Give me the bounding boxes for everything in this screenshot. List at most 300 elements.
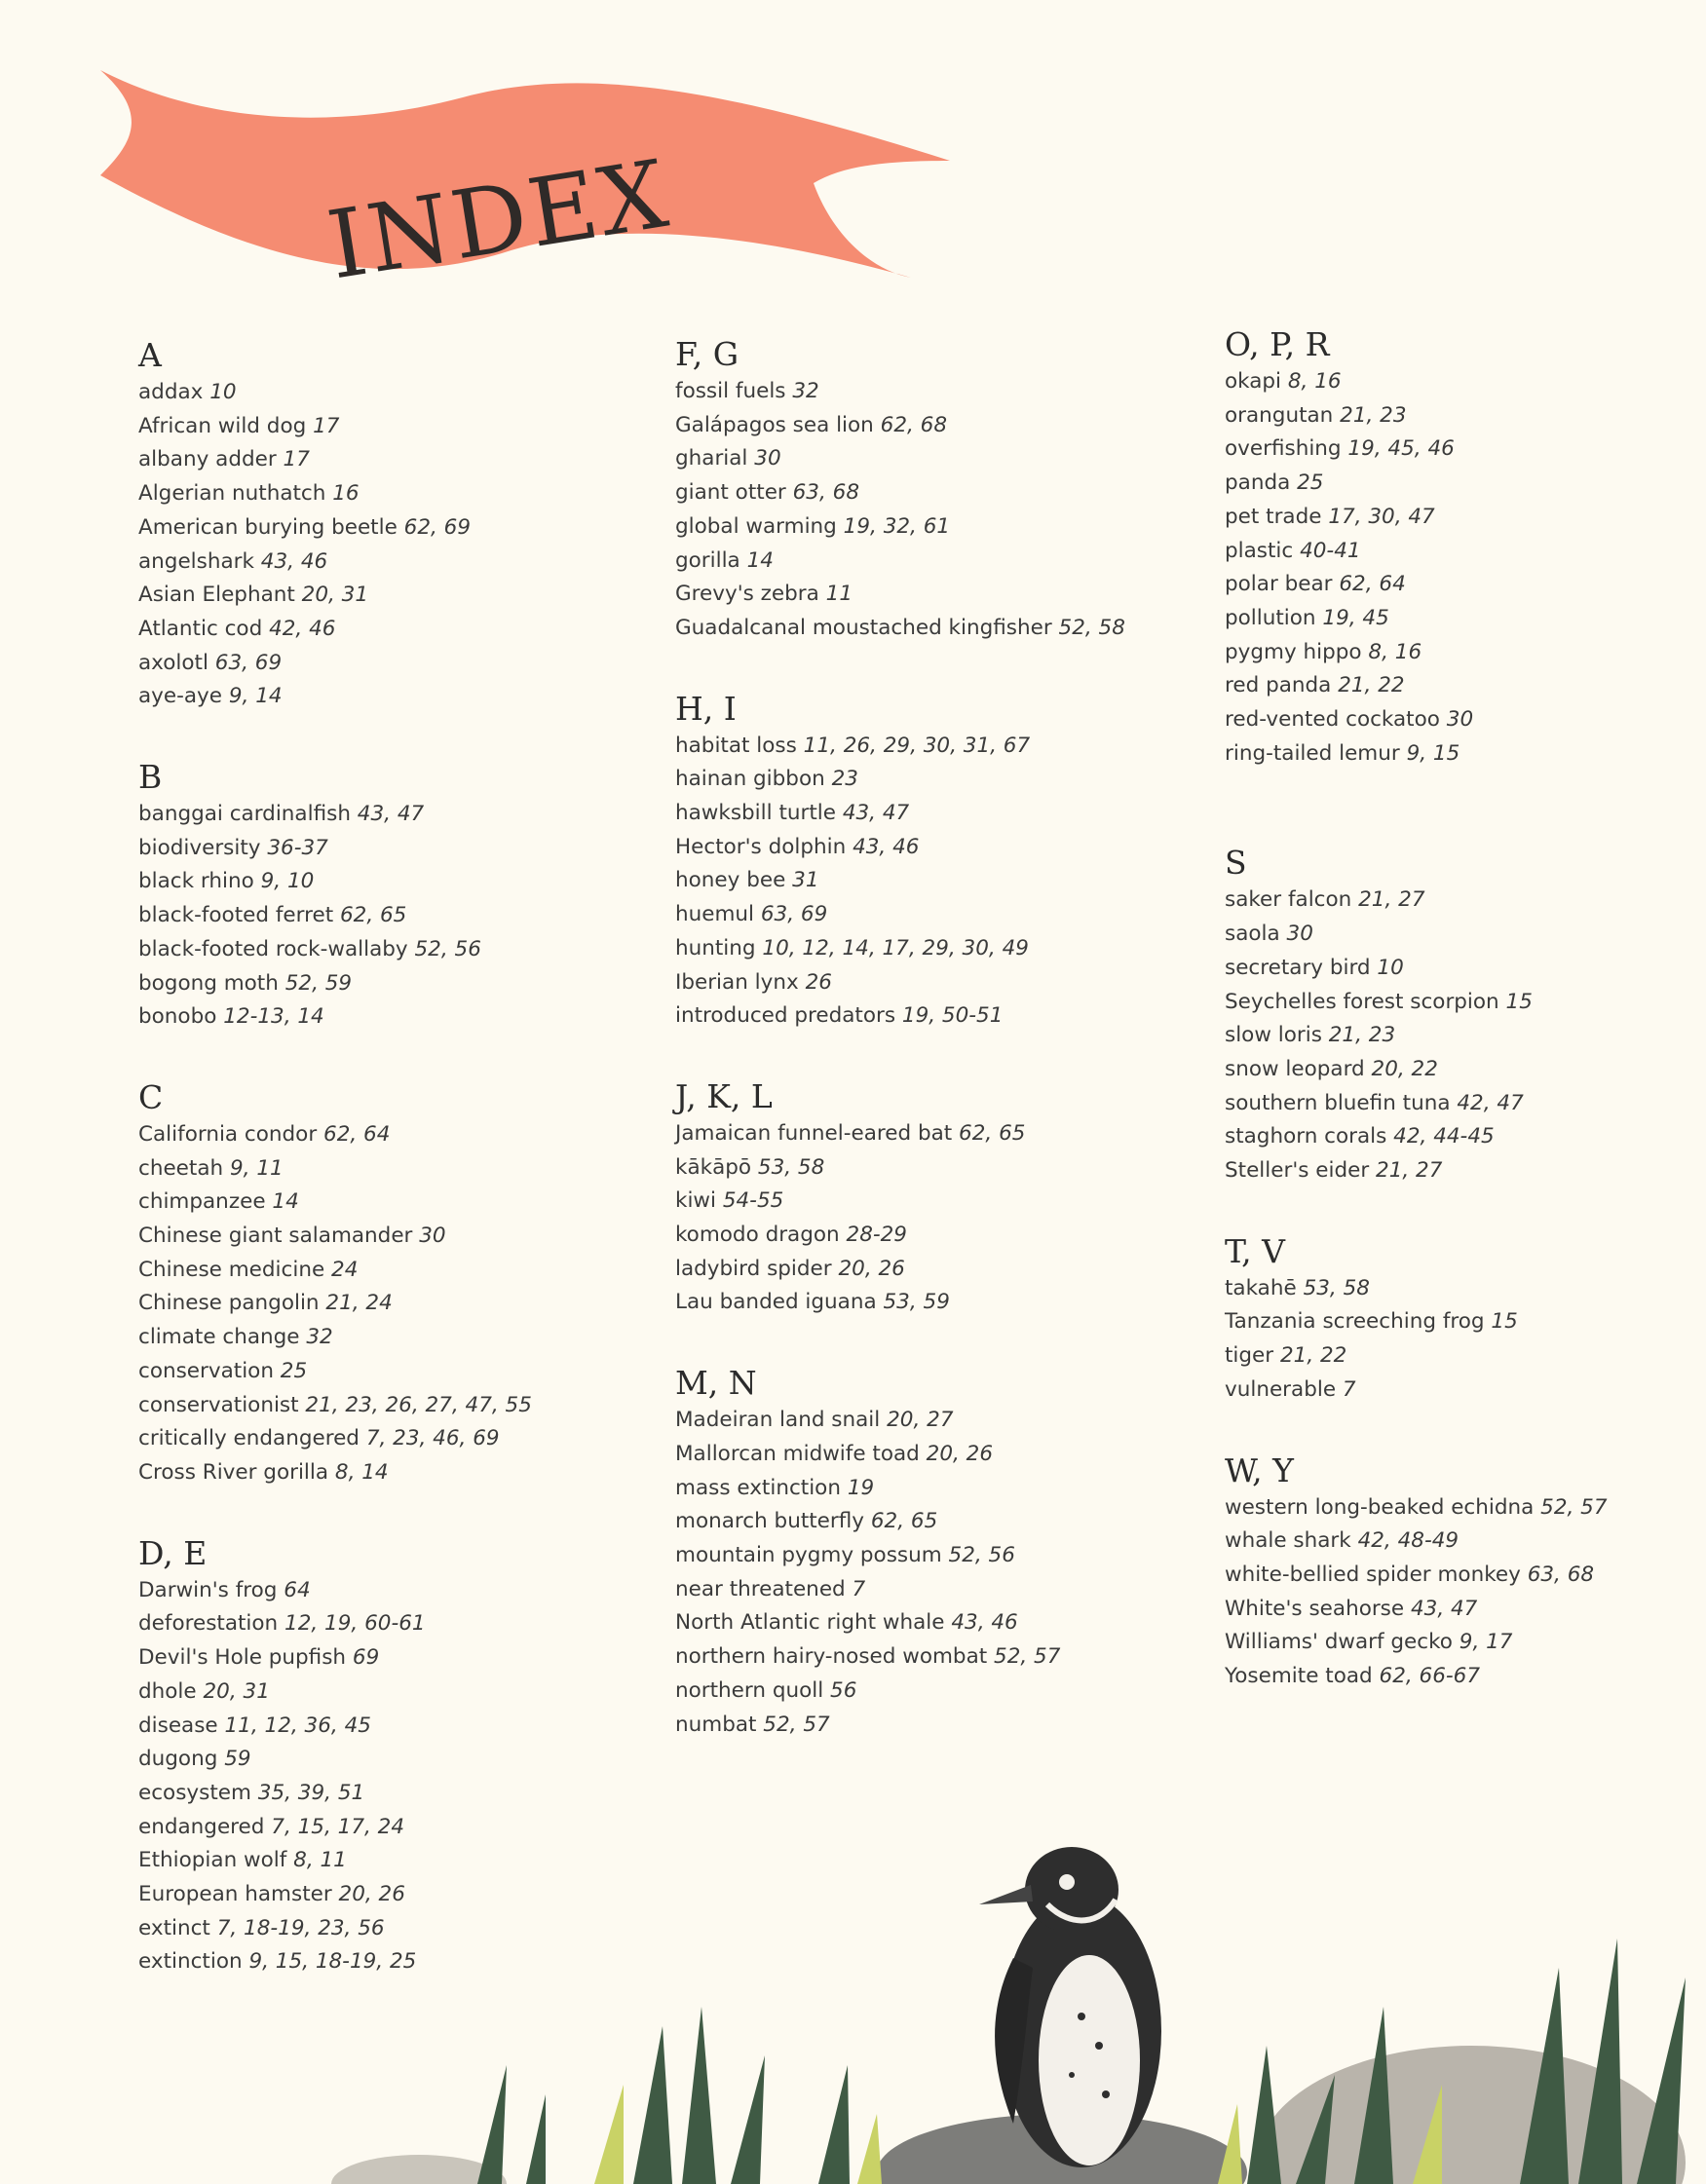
index-entry <box>675 612 1201 646</box>
entry-term: Hector's dolphin <box>675 834 847 859</box>
section-letter: O, P, R <box>1225 325 1330 363</box>
index-entry <box>1225 669 1706 703</box>
index-entry <box>138 798 664 832</box>
entry-pages: 19, 50-51 <box>901 1003 1004 1029</box>
index-section <box>138 335 664 714</box>
entry-pages: 43, 46 <box>951 1610 1018 1636</box>
entry-pages: 59 <box>224 1747 251 1772</box>
entry-term: ladybird spider <box>675 1256 832 1281</box>
entry-term: Chinese medicine <box>138 1257 325 1282</box>
entry-term: hainan gibbon <box>675 767 825 792</box>
index-column-3 <box>1225 324 1706 1737</box>
entry-pages: 42, 46 <box>269 616 336 641</box>
entry-pages: 21, 22 <box>1338 673 1405 698</box>
entry-term: Asian Elephant <box>138 583 295 608</box>
entry-term: California condor <box>138 1121 318 1147</box>
section-letter: C <box>138 1077 164 1116</box>
index-entry <box>675 898 1201 932</box>
entry-term: bonobo <box>138 1004 217 1030</box>
index-entry <box>138 1710 664 1744</box>
entry-term: introduced predators <box>675 1003 896 1029</box>
entry-term: extinction <box>138 1949 243 1975</box>
index-entry <box>1225 918 1706 952</box>
entry-pages: 30 <box>1446 707 1474 733</box>
entry-pages: 20, 26 <box>838 1256 905 1281</box>
index-entry <box>1225 1272 1706 1306</box>
entry-term: Cross River gorilla <box>138 1459 329 1485</box>
index-entry <box>138 1777 664 1811</box>
entry-term: ecosystem <box>138 1780 251 1805</box>
entry-term: near threatened <box>675 1576 846 1601</box>
entry-pages: 69 <box>352 1645 380 1671</box>
entry-pages: 21, 23 <box>1340 402 1407 428</box>
entry-term: staghorn corals <box>1225 1124 1387 1149</box>
entry-term: kākāpō <box>675 1154 752 1180</box>
index-entry <box>675 797 1201 831</box>
entry-pages: 17 <box>313 413 340 438</box>
entry-pages: 20, 26 <box>338 1882 405 1907</box>
entry-term: cheetah <box>138 1155 224 1181</box>
entry-term: huemul <box>675 902 755 927</box>
entry-term: Chinese giant salamander <box>138 1224 413 1249</box>
entry-pages: 9, 14 <box>228 684 283 709</box>
index-entry-list <box>675 1404 1201 1742</box>
index-entry <box>138 579 664 613</box>
entry-pages: 19, 45, 46 <box>1347 436 1455 462</box>
section-letter: S <box>1225 844 1247 883</box>
index-entry <box>1225 399 1706 433</box>
index-entry <box>1225 602 1706 636</box>
index-entry <box>138 1389 664 1423</box>
entry-pages: 9, 17 <box>1459 1630 1513 1655</box>
entry-term: Iberian lynx <box>675 969 799 995</box>
index-entry <box>675 1539 1201 1573</box>
entry-pages: 20, 31 <box>203 1678 270 1704</box>
entry-term: orangutan <box>1225 402 1334 428</box>
entry-term: White's seahorse <box>1225 1596 1405 1621</box>
entry-pages: 21, 22 <box>1279 1343 1347 1369</box>
index-section <box>675 689 1201 1034</box>
entry-term: American burying beetle <box>138 514 398 540</box>
entry-term: Atlantic cod <box>138 616 263 641</box>
index-entry <box>138 1186 664 1220</box>
index-entry <box>138 410 664 444</box>
index-entry <box>1225 1593 1706 1627</box>
entry-term: takahē <box>1225 1275 1297 1300</box>
entry-pages: 52, 57 <box>994 1644 1061 1670</box>
entry-pages: 62, 66-67 <box>1379 1664 1481 1689</box>
entry-pages: 30 <box>754 446 781 471</box>
index-section <box>1225 843 1706 1187</box>
index-column-2 <box>675 334 1201 1785</box>
index-entry <box>138 1607 664 1641</box>
index-entry <box>675 510 1201 545</box>
entry-pages: 53, 58 <box>757 1154 825 1180</box>
section-letter: D, E <box>138 1533 208 1572</box>
entry-pages: 9, 11 <box>229 1155 284 1181</box>
entry-term: Tanzania screeching frog <box>1225 1309 1485 1335</box>
index-entry <box>675 1286 1201 1320</box>
section-letter: H, I <box>675 689 737 728</box>
index-section <box>138 1077 664 1490</box>
index-entry <box>675 1185 1201 1219</box>
entry-term: Algerian nuthatch <box>138 481 326 507</box>
entry-pages: 15 <box>1505 989 1533 1014</box>
entry-term: tiger <box>1225 1343 1274 1369</box>
index-entry <box>1225 1374 1706 1408</box>
entry-term: monarch butterfly <box>675 1509 865 1534</box>
entry-pages: 19 <box>847 1475 875 1500</box>
entry-pages: 12, 19, 60-61 <box>284 1611 426 1637</box>
entry-pages: 56 <box>830 1677 857 1703</box>
index-entry <box>1225 1154 1706 1188</box>
entry-pages: 8, 14 <box>334 1459 389 1485</box>
illustration-scene <box>0 1831 1706 2184</box>
entry-pages: 64 <box>284 1577 311 1602</box>
section-letter: B <box>138 758 163 797</box>
entry-pages: 62, 69 <box>403 514 472 540</box>
entry-term: aye-aye <box>138 684 223 709</box>
entry-term: Darwin's frog <box>138 1577 278 1602</box>
entry-term: panda <box>1225 471 1291 496</box>
entry-pages: 14 <box>272 1189 299 1215</box>
entry-term: northern quoll <box>675 1677 824 1703</box>
entry-pages: 52, 59 <box>284 970 353 996</box>
entry-pages: 63, 69 <box>214 650 283 675</box>
entry-pages: 10 <box>1377 955 1404 980</box>
entry-pages: 12-13, 14 <box>223 1004 324 1030</box>
entry-pages: 63, 68 <box>1527 1562 1595 1587</box>
entry-pages: 7, 15, 17, 24 <box>271 1814 405 1839</box>
index-entry <box>138 1743 664 1777</box>
entry-term: red panda <box>1225 673 1332 698</box>
entry-term: African wild dog <box>138 413 307 438</box>
index-entry <box>138 1641 664 1676</box>
entry-term: secretary bird <box>1225 955 1371 980</box>
entry-pages: 7, 18-19, 23, 56 <box>216 1915 385 1940</box>
entry-pages: 10 <box>209 380 237 404</box>
entry-pages: 23 <box>831 767 858 792</box>
entry-pages: 15 <box>1491 1309 1518 1335</box>
entry-term: hunting <box>675 935 756 960</box>
entry-term: Seychelles forest scorpion <box>1225 989 1499 1014</box>
index-entry-list <box>675 730 1201 1034</box>
entry-pages: 62, 64 <box>323 1121 391 1147</box>
entry-pages: 62, 65 <box>959 1120 1026 1146</box>
index-entry-list <box>1225 365 1706 771</box>
index-entry <box>675 1117 1201 1151</box>
entry-pages: 21, 24 <box>325 1291 393 1316</box>
entry-pages: 52, 56 <box>414 936 481 961</box>
index-entry <box>675 864 1201 898</box>
entry-term: banggai cardinalfish <box>138 802 351 827</box>
entry-term: ring-tailed lemur <box>1225 740 1400 766</box>
entry-pages: 42, 47 <box>1457 1090 1524 1115</box>
index-entry <box>138 1000 664 1035</box>
index-entry <box>675 966 1201 1000</box>
entry-pages: 9, 15, 18-19, 25 <box>248 1949 417 1975</box>
index-entry <box>675 1219 1201 1253</box>
entry-term: red-vented cockatoo <box>1225 707 1440 733</box>
entry-term: Madeiran land snail <box>675 1408 881 1433</box>
index-column-1 <box>138 335 664 2022</box>
index-entry <box>138 933 664 967</box>
index-entry <box>138 511 664 546</box>
index-entry <box>675 763 1201 797</box>
index-section <box>138 757 664 1035</box>
entry-pages: 8, 16 <box>1368 639 1422 664</box>
entry-term: numbat <box>675 1712 757 1737</box>
entry-pages: 42, 44-45 <box>1393 1124 1495 1149</box>
entry-term: saola <box>1225 922 1280 947</box>
entry-term: whale shark <box>1225 1528 1351 1554</box>
entry-term: addax <box>138 380 204 404</box>
index-entry <box>138 376 664 410</box>
index-entry <box>138 832 664 866</box>
index-entry-list <box>138 798 664 1035</box>
index-entry <box>675 1675 1201 1709</box>
index-entry <box>675 1472 1201 1506</box>
entry-pages: 52, 58 <box>1058 615 1125 640</box>
index-entry <box>675 1505 1201 1539</box>
index-entry <box>1225 535 1706 569</box>
entry-pages: 20, 26 <box>926 1441 994 1466</box>
entry-pages: 17 <box>283 447 310 472</box>
entry-term: global warming <box>675 513 837 539</box>
index-entry <box>1225 467 1706 501</box>
entry-term: giant otter <box>675 480 786 506</box>
entry-pages: 14 <box>746 547 774 573</box>
index-entry-list <box>138 376 664 714</box>
entry-pages: 62, 65 <box>339 903 407 928</box>
entry-pages: 21, 23, 26, 27, 47, 55 <box>305 1392 532 1417</box>
index-entry <box>1225 365 1706 399</box>
index-entry-list <box>1225 1272 1706 1408</box>
index-entry <box>1225 636 1706 670</box>
index-section <box>675 334 1201 646</box>
entry-term: snow leopard <box>1225 1056 1365 1081</box>
entry-pages: 28-29 <box>846 1223 907 1248</box>
index-entry <box>675 442 1201 476</box>
index-entry <box>675 375 1201 409</box>
entry-term: polar bear <box>1225 572 1333 597</box>
section-letter: J, K, L <box>675 1076 773 1115</box>
index-entry-list <box>138 1118 664 1490</box>
entry-term: honey bee <box>675 868 786 893</box>
index-entry <box>1225 1525 1706 1559</box>
index-entry <box>138 1321 664 1355</box>
entry-pages: 62, 68 <box>880 412 948 437</box>
index-entry <box>1225 568 1706 602</box>
entry-pages: 11, 12, 36, 45 <box>224 1713 371 1738</box>
entry-term: mountain pygmy possum <box>675 1542 942 1567</box>
entry-term: Mallorcan midwife toad <box>675 1441 920 1466</box>
entry-term: biodiversity <box>138 835 261 860</box>
entry-term: Steller's eider <box>1225 1158 1370 1184</box>
index-entry <box>138 865 664 899</box>
index-entry <box>1225 1305 1706 1339</box>
index-entry <box>1225 1626 1706 1660</box>
entry-term: white-bellied spider monkey <box>1225 1562 1521 1587</box>
entry-pages: 63, 68 <box>792 480 860 506</box>
entry-term: habitat loss <box>675 733 797 758</box>
entry-term: pet trade <box>1225 504 1322 529</box>
index-entry <box>138 1287 664 1321</box>
entry-pages: 54-55 <box>722 1188 784 1214</box>
entry-pages: 25 <box>1297 471 1324 496</box>
index-entry <box>1225 1339 1706 1374</box>
entry-pages: 43, 47 <box>1410 1596 1478 1621</box>
entry-term: disease <box>138 1713 218 1738</box>
entry-pages: 35, 39, 51 <box>257 1780 365 1805</box>
entry-pages: 43, 47 <box>842 801 910 826</box>
entry-term: climate change <box>138 1325 300 1350</box>
entry-pages: 63, 69 <box>760 902 828 927</box>
entry-term: angelshark <box>138 548 254 574</box>
entry-pages: 40-41 <box>1300 538 1361 563</box>
entry-pages: 52, 57 <box>1540 1494 1608 1520</box>
entry-pages: 11, 26, 29, 30, 31, 67 <box>803 733 1031 758</box>
entry-term: pollution <box>1225 605 1316 630</box>
entry-pages: 8, 11 <box>293 1848 347 1873</box>
entry-pages: 30 <box>419 1224 446 1249</box>
entry-pages: 19, 45 <box>1322 605 1389 630</box>
index-entry <box>1225 1053 1706 1087</box>
index-entry <box>1225 986 1706 1020</box>
entry-pages: 62, 64 <box>1339 572 1406 597</box>
index-entry <box>138 1220 664 1254</box>
entry-term: endangered <box>138 1814 265 1839</box>
index-entry-list <box>1225 1491 1706 1694</box>
entry-pages: 32 <box>792 379 819 403</box>
index-entry-list <box>1225 884 1706 1187</box>
index-entry <box>675 409 1201 443</box>
entry-term: mass extinction <box>675 1475 841 1500</box>
entry-term: European hamster <box>138 1882 332 1907</box>
index-entry <box>138 967 664 1001</box>
entry-pages: 36-37 <box>267 835 328 860</box>
entry-pages: 20, 31 <box>301 583 369 608</box>
entry-pages: 21, 27 <box>1358 887 1425 913</box>
entry-term: deforestation <box>138 1611 279 1637</box>
index-entry <box>675 1438 1201 1472</box>
section-letter: A <box>138 336 162 374</box>
entry-pages: 21, 27 <box>1376 1158 1443 1184</box>
index-entry <box>138 1456 664 1490</box>
entry-term: vulnerable <box>1225 1376 1337 1402</box>
entry-term: Jamaican funnel-eared bat <box>675 1120 953 1146</box>
entry-term: western long-beaked echidna <box>1225 1494 1535 1520</box>
index-entry <box>138 647 664 681</box>
index-entry <box>138 443 664 477</box>
index-entry <box>138 1254 664 1288</box>
index-entry <box>675 1606 1201 1640</box>
entry-pages: 24 <box>331 1257 359 1282</box>
entry-term: Yosemite toad <box>1225 1664 1373 1689</box>
entry-pages: 26 <box>805 969 832 995</box>
entry-term: bogong moth <box>138 970 279 996</box>
index-entry <box>1225 1019 1706 1053</box>
section-letter: F, G <box>675 335 739 373</box>
entry-term: conservationist <box>138 1392 299 1417</box>
index-entry <box>138 899 664 933</box>
entry-term: black-footed ferret <box>138 903 334 928</box>
entry-pages: 20, 27 <box>887 1408 954 1433</box>
index-entry <box>138 1118 664 1152</box>
entry-pages: 25 <box>280 1358 308 1383</box>
entry-term: axolotl <box>138 650 209 675</box>
index-entry <box>1225 703 1706 737</box>
title-banner <box>93 68 960 301</box>
entry-term: Devil's Hole pupfish <box>138 1645 347 1671</box>
entry-term: Lau banded iguana <box>675 1290 877 1315</box>
entry-pages: 52, 56 <box>948 1542 1015 1567</box>
index-entry <box>675 1253 1201 1287</box>
index-section <box>1225 324 1706 771</box>
index-section <box>1225 1450 1706 1694</box>
index-entry <box>675 932 1201 966</box>
entry-term: critically endangered <box>138 1426 360 1451</box>
index-entry <box>138 546 664 580</box>
section-letter: T, V <box>1225 1231 1285 1270</box>
entry-pages: 8, 16 <box>1287 369 1342 394</box>
banner-ribbon-icon <box>93 68 960 301</box>
entry-term: black rhino <box>138 869 254 894</box>
entry-pages: 10, 12, 14, 17, 29, 30, 49 <box>762 935 1029 960</box>
entry-term: North Atlantic right whale <box>675 1610 945 1636</box>
entry-term: southern bluefin tuna <box>1225 1090 1451 1115</box>
index-section <box>675 1363 1201 1742</box>
index-entry <box>675 1151 1201 1186</box>
entry-pages: 17, 30, 47 <box>1328 504 1435 529</box>
entry-term: Galápagos sea lion <box>675 412 874 437</box>
entry-term: hawksbill turtle <box>675 801 836 826</box>
index-entry <box>1225 1087 1706 1121</box>
index-entry <box>675 578 1201 612</box>
index-entry <box>675 831 1201 865</box>
entry-term: gharial <box>675 446 748 471</box>
entry-pages: 43, 46 <box>853 834 920 859</box>
index-entry <box>138 1422 664 1456</box>
index-entry <box>138 477 664 511</box>
entry-pages: 7, 23, 46, 69 <box>365 1426 500 1451</box>
index-entry <box>675 730 1201 764</box>
entry-term: pygmy hippo <box>1225 639 1362 664</box>
entry-pages: 53, 58 <box>1303 1275 1370 1300</box>
entry-term: okapi <box>1225 369 1282 394</box>
index-entry <box>138 1676 664 1710</box>
entry-term: dhole <box>138 1678 197 1704</box>
entry-pages: 11 <box>825 582 853 607</box>
entry-pages: 42, 48-49 <box>1357 1528 1460 1554</box>
entry-term: Williams' dwarf gecko <box>1225 1630 1453 1655</box>
page-title: INDEX <box>321 138 677 301</box>
index-entry <box>1225 737 1706 772</box>
entry-term: extinct <box>138 1915 210 1940</box>
entry-pages: 31 <box>792 868 819 893</box>
index-entry <box>138 680 664 714</box>
index-entry <box>1225 952 1706 986</box>
entry-pages: 9, 10 <box>260 869 315 894</box>
entry-term: gorilla <box>675 547 740 573</box>
index-entry <box>1225 884 1706 918</box>
index-entry <box>1225 501 1706 535</box>
index-entry <box>675 1573 1201 1607</box>
index-entry <box>675 1404 1201 1438</box>
entry-term: Grevy's zebra <box>675 582 819 607</box>
index-entry <box>1225 433 1706 467</box>
entry-pages: 43, 46 <box>260 548 328 574</box>
